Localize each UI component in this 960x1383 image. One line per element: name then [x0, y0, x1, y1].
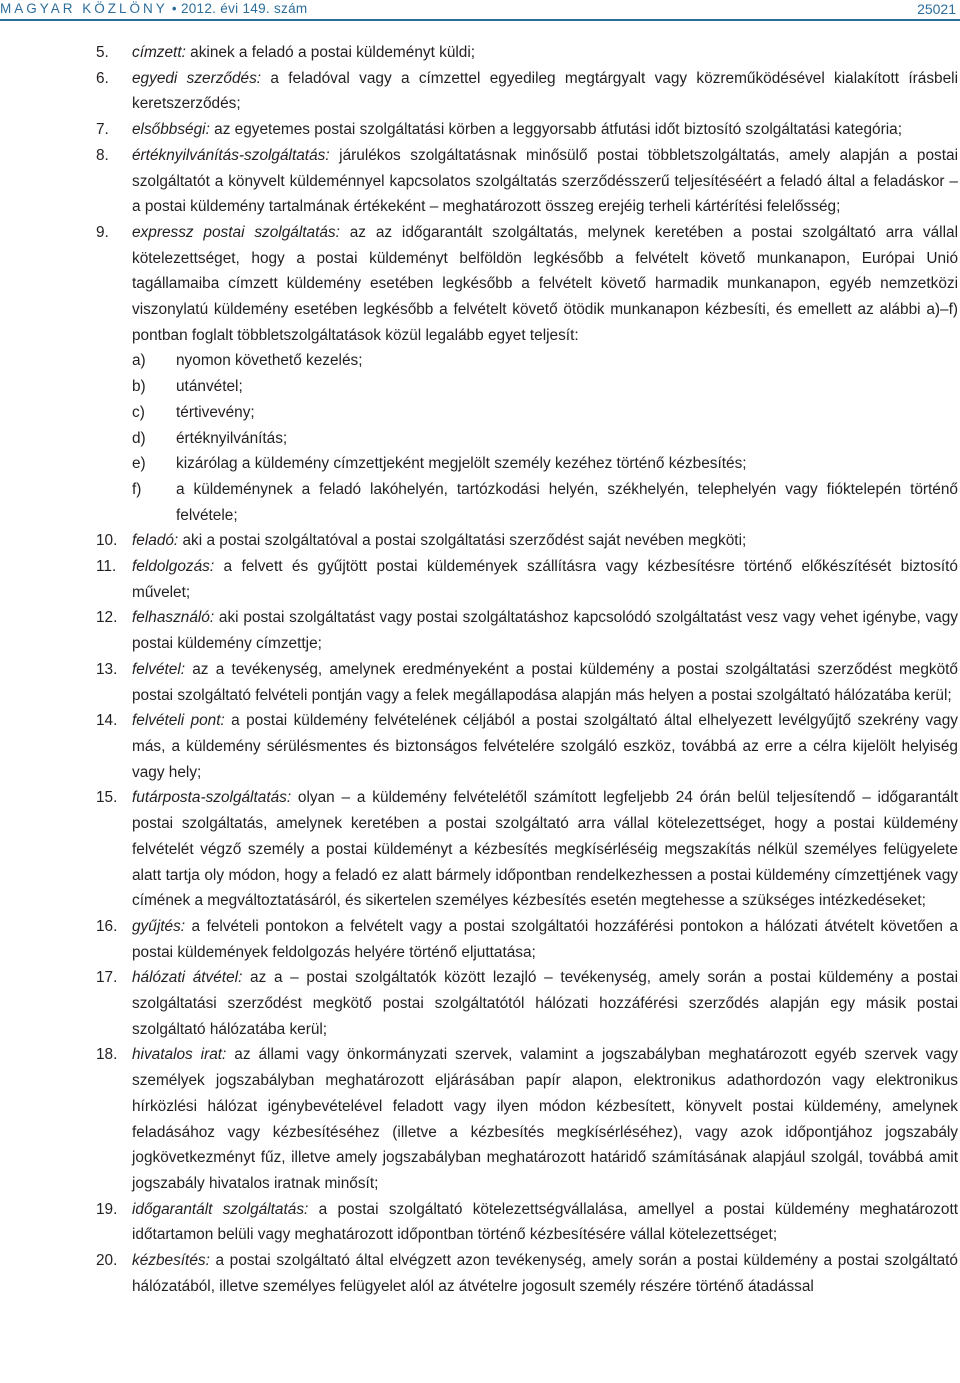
- definition-text: aki postai szolgáltatást vagy postai szolgáltatáshoz kapcsolódó szolgáltatást vesz vagy vehet igénybe, vagy postai küldemény címzettje;: [132, 609, 958, 653]
- sub-item: [132, 451, 958, 477]
- definition-text: a felvett és gyűjtött postai küldemények szállításra vagy kézbesítésre történő előkészítését biztosító művelet;: [132, 558, 958, 601]
- defined-term: elsőbbségi:: [132, 121, 210, 139]
- definition-text: a postai küldemény felvételének céljából a postai szolgáltató által elhelyezett levélgyűjtő szekrény vagy más, a küldemény sérülésmentes és biztonságos felvételére szolgáló eszköz, továbbá az erre a célra kijelölt helyiség vagy hely;: [132, 712, 958, 781]
- defined-term: gyűjtés:: [132, 917, 186, 935]
- definition-item: [96, 1248, 958, 1299]
- sub-item-mark: e): [132, 455, 146, 473]
- definition-item: [96, 143, 958, 220]
- item-number: 10.: [96, 532, 118, 550]
- sub-item: [132, 374, 958, 400]
- definition-item: [96, 220, 958, 528]
- item-number: 6.: [96, 69, 109, 87]
- item-number: 17.: [96, 969, 118, 987]
- definition-text: a feladóval vagy a címzettel egyedileg megtárgyalt vagy közreműködésével kialakított írásbeli keretszerződés;: [132, 69, 958, 113]
- sub-item: [132, 426, 958, 452]
- item-number: 14.: [96, 712, 118, 730]
- definition-item: [96, 914, 958, 965]
- item-number: 11.: [96, 558, 117, 576]
- defined-term: expressz postai szolgáltatás:: [132, 223, 340, 241]
- definition-item: [96, 1042, 958, 1196]
- journal-title: MAGYAR KÖZLÖNY: [0, 1, 168, 16]
- definition-item: [96, 605, 958, 656]
- definition-text: a felvételi pontokon a felvételt vagy a postai szolgáltatói hozzáférési pontokon a hálózati átvételt követően a postai küldemények feldolgozás helyére történő eljuttatása;: [132, 917, 958, 961]
- definition-item: [96, 528, 958, 554]
- sub-item-mark: b): [132, 378, 146, 396]
- item-number: 9.: [96, 223, 109, 241]
- definition-item: [96, 66, 958, 117]
- defined-term: időgarantált szolgáltatás:: [132, 1200, 309, 1218]
- definition-text: az az időgarantált szolgáltatás, melynek keretében a postai szolgáltató arra vállal kötelezettséget, hogy a postai küldeményt belföldön legkésőbb a felvételt követő munkanapon, Európai Unió tagállamaiba címzett küldemény esetében legkésőbb a felvételt követő harmadik munkanapon, egyéb nemzetközi viszonylatú küldemény esetében legkésőbb a felvételt követő ötödik munkanapon kézbesíti, és emellett az alábbi a)–f) pontban foglalt többletszolgáltatások közül legalább egyet teljesít:: [132, 223, 958, 344]
- sub-item-text: kizárólag a küldemény címzettjeként megjelölt személy kezéhez történő kézbesítés;: [176, 455, 747, 473]
- item-number: 12.: [96, 609, 118, 627]
- definition-item: [96, 785, 958, 914]
- sub-item-text: utánvétel;: [176, 378, 243, 396]
- definition-item: [96, 40, 958, 66]
- definition-text: olyan – a küldemény felvételétől számított legfeljebb 24 órán belül teljesítendő – időgarantált postai szolgáltatás, amelynek keretében a postai szolgáltató arra vállal kötelezettséget, hogy a postai küldemény felvételét végző személy a postai küldeményt a kézbesítés megkísérléséig megszakítás nélkül személyes felügyelete alatt tartja oly módon, hogy a feladó ez alatt bármely időpontban rendelkezhessen a postai küldemény címzettjének vagy címének a megváltoztatásáról, és sikertelen személyes kézbesítés esetén megtehesse a szükséges intézkedéseket;: [132, 789, 958, 910]
- item-number: 7.: [96, 121, 109, 139]
- header-bullet: •: [171, 1, 177, 16]
- running-head: [0, 0, 307, 18]
- definition-text: aki a postai szolgáltatóval a postai szolgáltatási szerződést saját nevében megköti;: [178, 532, 747, 550]
- defined-term: felvételi pont:: [132, 712, 225, 730]
- sub-item-mark: f): [132, 480, 142, 498]
- sub-item-mark: c): [132, 403, 145, 421]
- defined-term: hivatalos irat:: [132, 1046, 227, 1064]
- header-rule: [0, 19, 960, 21]
- defined-term: hálózati átvétel:: [132, 969, 243, 987]
- sub-item-text: tértivevény;: [176, 403, 255, 421]
- definition-text: az egyetemes postai szolgáltatási körben a leggyorsabb átfutási időt biztosító szolgáltatási kategória;: [209, 121, 902, 139]
- item-number: 18.: [96, 1046, 118, 1064]
- definition-text: a postai szolgáltató kötelezettségvállalása, amellyel a postai küldemény meghatározott időtartamon belüli vagy meghatározott időpontban történő kézbesítésére vállal kötelezettséget;: [132, 1200, 958, 1244]
- defined-term: címzett:: [132, 44, 186, 61]
- defined-term: kézbesítés:: [132, 1252, 210, 1270]
- definition-item: [96, 708, 958, 785]
- sub-item-mark: a): [132, 352, 146, 370]
- definition-text: járulékos szolgáltatásnak minősülő postai többletszolgáltatás, amely alapján a postai szolgáltatót a könyvelt küldeménnyel kapcsolatos szolgáltatás szerződésszerű teljesítéséért a feladó által a feladáskor – a postai küldemény tartalmának értékeként – meghatározott összeg erejéig terheli kártérítési felelősség;: [132, 146, 958, 216]
- page-number: 25021: [917, 1, 956, 17]
- item-number: 19.: [96, 1200, 118, 1218]
- definition-item: [96, 554, 958, 605]
- page-header: [0, 0, 960, 22]
- sub-item: [132, 400, 958, 426]
- defined-term: felhasználó:: [132, 609, 215, 627]
- issue-label: 2012. évi 149. szám: [180, 1, 308, 16]
- item-number: 15.: [96, 789, 118, 807]
- sub-item: [132, 348, 958, 374]
- definition-item: [96, 1197, 958, 1248]
- item-number: 13.: [96, 660, 118, 678]
- definition-item: [96, 965, 958, 1042]
- defined-term: értéknyilvánítás-szolgáltatás:: [132, 146, 330, 164]
- item-number: 16.: [96, 917, 118, 935]
- sub-item-text: a küldeménynek a feladó lakóhelyén, tartózkodási helyén, székhelyén, telephelyén vagy fióktelepén történő felvétele;: [176, 480, 958, 524]
- item-number: 5.: [96, 44, 109, 61]
- definition-text: az állami vagy önkormányzati szervek, valamint a jogszabályban meghatározott egyéb szervek vagy személyek jogszabályban meghatározott eljárásában papír alapon, elektronikus adathordozón vagy elektronikus hírközlési hálózat igénybevételével feladott vagy ilyen módon kézbesített, könyvelt postai küldemény, amelynek feladásához vagy kézbesítéséhez (illetve a kézbesítés megkísérléséhez), vagy azok időpontjához jogszabály jogkövetkezményt fűz, illetve amely jogszabályban meghatározott határidő számításának alapjául szolgál, továbbá amit jogszabály hivatalos iratnak minősít;: [132, 1046, 958, 1192]
- definition-text: az a – postai szolgáltatók között lezajló – tevékenység, amely során a postai küldemény a postai szolgáltatási szerződést megkötő postai szolgáltatótól hálózati hozzáférési szerződés alapján egy másik postai szolgáltató hálózatába kerül;: [132, 969, 958, 1038]
- sub-item: [132, 477, 958, 528]
- defined-term: futárposta-szolgáltatás:: [132, 789, 292, 807]
- item-number: 20.: [96, 1252, 118, 1270]
- item-number: 8.: [96, 146, 109, 164]
- definition-text: a postai szolgáltató által elvégzett azon tevékenység, amely során a postai küldemény a postai szolgáltató hálózatából, illetve személyes felügyelet alól az átvételre jogosult személy részére történő átadással: [132, 1252, 958, 1295]
- definition-text: az a tevékenység, amelynek eredményeként a postai küldemény a postai szolgáltatási szerződést megkötő postai szolgáltató felvételi pontján vagy a felek megállapodása alapján más helyen a postai szolgáltató hálózatába kerül;: [132, 660, 958, 704]
- defined-term: feldolgozás:: [132, 558, 215, 576]
- defined-term: egyedi szerződés:: [132, 69, 262, 87]
- definitions-list: [96, 40, 958, 1299]
- sub-item-text: nyomon követhető kezelés;: [176, 352, 363, 370]
- sub-item-mark: d): [132, 429, 146, 447]
- definition-item: [96, 117, 958, 143]
- defined-term: feladó:: [132, 532, 179, 550]
- definition-text: akinek a feladó a postai küldeményt küldi;: [185, 44, 476, 61]
- sub-item-text: értéknyilvánítás;: [176, 429, 288, 447]
- defined-term: felvétel:: [132, 660, 186, 678]
- definition-item: [96, 657, 958, 708]
